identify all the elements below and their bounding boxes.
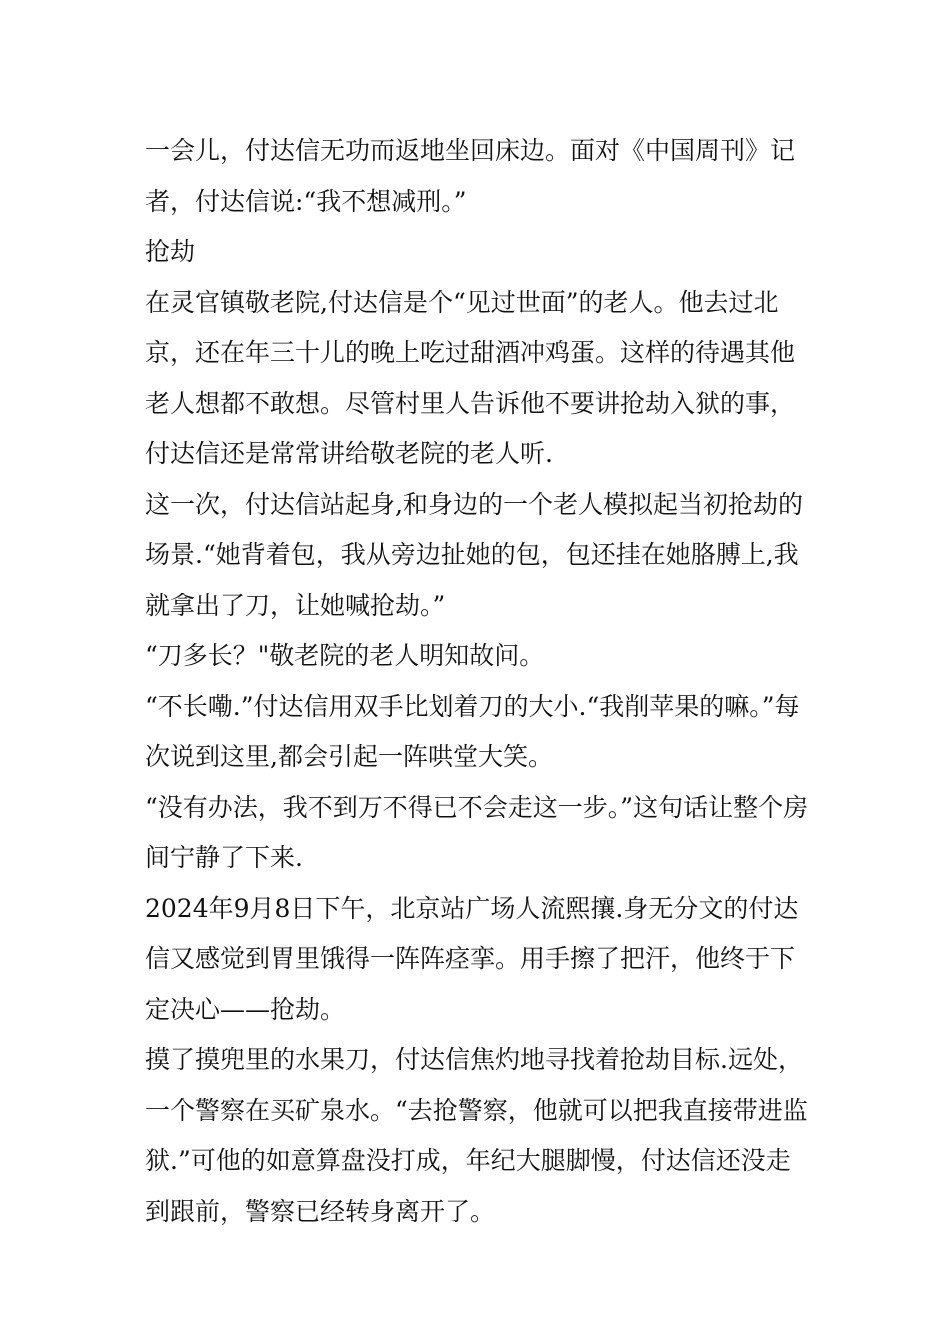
paragraph-knife-answer: “不长嘞.”付达信用双手比划着刀的大小.“我削苹果的嘛。”每次说到这里,都会引起一阵哄堂大笑。 bbox=[145, 691, 800, 771]
article-body bbox=[145, 126, 813, 1237]
paragraph-police-target: 摸了摸兜里的水果刀，付达信焦灼地寻找着抢劫目标.远处，一个警察在买矿泉水。“去抢警察，他就可以把我直接带进监狱.”可他的如意算盘没打成，年纪大腿脚慢，付达信还没走到跟前，警察已经转身离开了。 bbox=[145, 1045, 808, 1226]
paragraph-nursing-home: 在灵官镇敬老院,付达信是个“见过世面”的老人。他去过北京，还在年三十儿的晚上吃过甜酒冲鸡蛋。这样的待遇其他老人想都不敢想。尽管村里人告诉他不要讲抢劫入狱的事，付达信还是常常讲给敬老院的老人听. bbox=[145, 287, 796, 468]
section-heading-robbery: 抢劫 bbox=[145, 237, 196, 266]
paragraph-no-choice: “没有办法，我不到万不得已不会走这一步。”这句话让整个房间宁静了下来. bbox=[145, 792, 809, 872]
paragraph-knife-question: “刀多长？"敬老院的老人明知故问。 bbox=[145, 641, 545, 670]
paragraph-reenactment: 这一次，付达信站起身,和身边的一个老人模拟起当初抢劫的场景.“她背着包，我从旁边扯她的包，包还挂在她胳膊上,我就拿出了刀，让她喊抢劫。” bbox=[145, 489, 803, 620]
paragraph-reporter-quote: 一会儿，付达信无功而返地坐回床边。面对《中国周刊》记者，付达信说:“我不想减刑。” bbox=[145, 136, 796, 216]
paragraph-beijing-station: 2024年9月8日下午，北京站广场人流熙攘.身无分文的付达信又感觉到胃里饿得一阵阵痉挛。用手擦了把汗，他终于下定决心——抢劫。 bbox=[145, 893, 799, 1024]
